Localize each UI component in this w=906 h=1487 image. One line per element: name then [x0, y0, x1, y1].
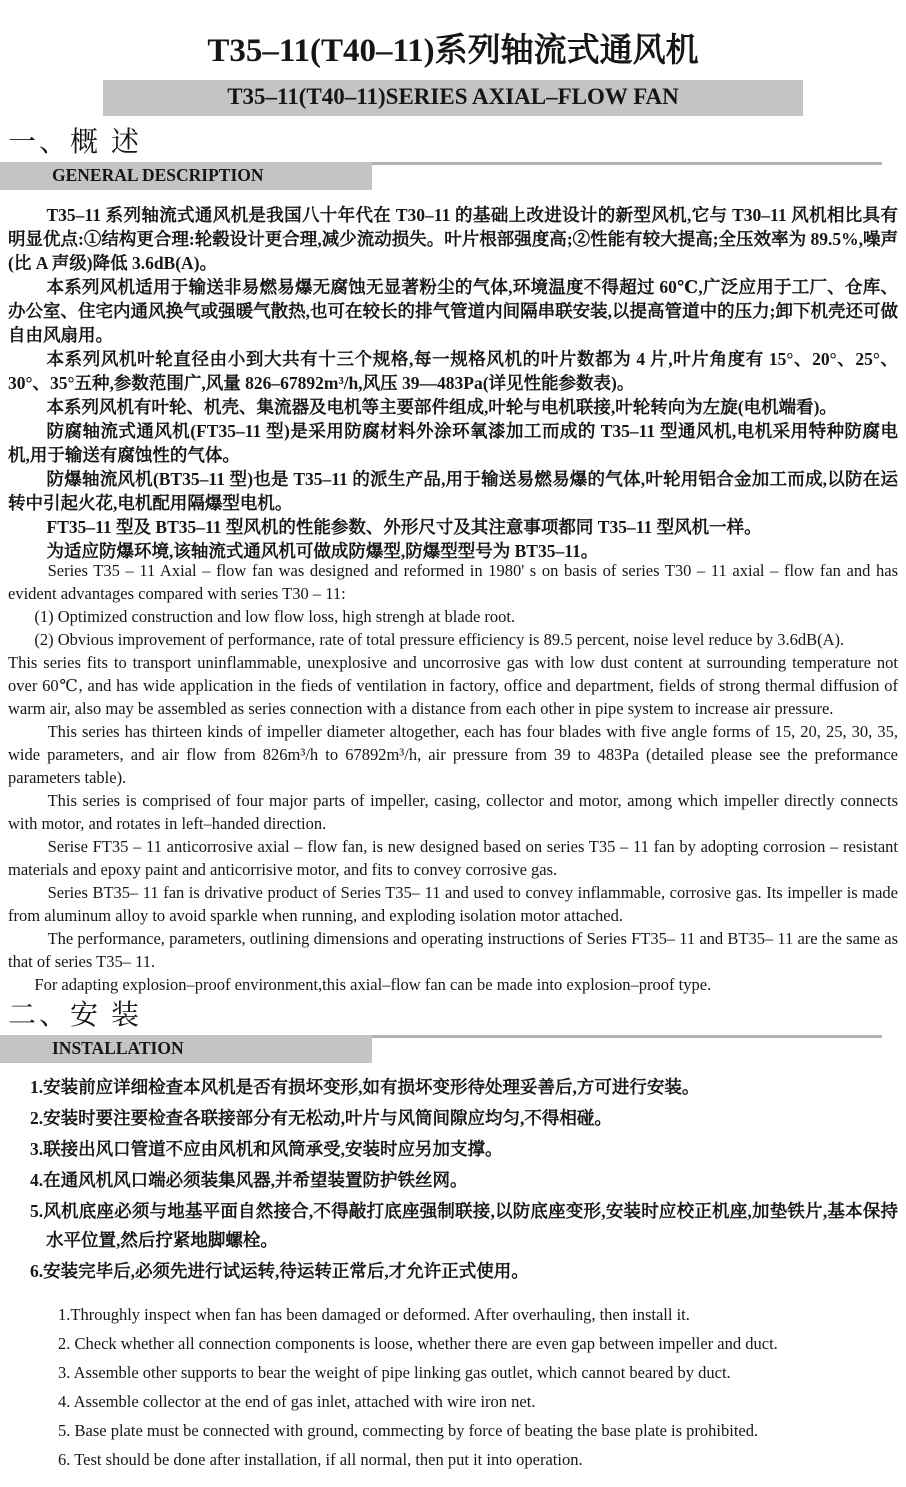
document-page [0, 24, 906, 1487]
subtitle-text: T35–11(T40–11)SERIES AXIAL–FLOW FAN [227, 84, 679, 109]
section2-heading-cn: 二、安 装 [8, 1000, 143, 1031]
paragraph-cn: 本系列风机叶轮直径由小到大共有十三个规格,每一规格风机的叶片数都为 4 片,叶片角度有 15°、20°、25°、30°、35°五种,参数范围广,风量 826–67892m³/h,风压 39—483Pa(详见性能参数表)。 [8, 349, 898, 393]
installation-chinese-list [30, 1073, 898, 1286]
subtitle-bar [103, 80, 803, 116]
paragraph-cn: T35–11 系列轴流式通风机是我国八十年代在 T30–11 的基础上改进设计的新型风机,它与 T30–11 风机相比具有明显优点:①结构更合理:轮毂设计更合理,减少流动损失。叶片根部强度高;②性能有较大提高;全压效率为 89.5%,噪声(比 A 声级)降低 3.6dB(A)。 [8, 205, 898, 273]
paragraph-cn: 为适应防爆环境,该轴流式通风机可做成防爆型,防爆型型号为 BT35–11。 [46, 541, 599, 561]
list-item-cn: 2.安装时要注要检查各联接部分有无松动,叶片与风筒间隙应均匀,不得相碰。 [30, 1108, 612, 1128]
paragraph-en: (2) Obvious improvement of performance, rate of total pressure efficiency is 89.5 percent, noise level reduce by 3.6dB(A). [34, 630, 845, 649]
paragraph-en: Serise FT35 – 11 anticorrosive axial – flow fan, is new designed based on series T35 – 11 fan by adopting corrosion – resistant materials and epoxy paint and anticorrisive motor, and fits to convey corrosive gas. [8, 837, 898, 879]
installation-english-list [58, 1300, 898, 1474]
section1-heading-bar [0, 162, 372, 190]
section1-english-body [8, 559, 898, 994]
section-general-description [0, 127, 906, 994]
paragraph-cn: FT35–11 型及 BT35–11 型风机的性能参数、外形尺寸及其注意事项都同 T35–11 型风机一样。 [46, 517, 762, 537]
section2-heading-en: INSTALLATION [52, 1038, 184, 1058]
paragraph-en: This series has thirteen kinds of impeller diameter altogether, each has four blades with five angle forms of 15, 20, 25, 30, 35, wide parameters, and air flow from 826m³/h to 67892m³/h, air pressure from 39 to 483Pa (detailed please see the preformance parameters table). [8, 722, 898, 787]
list-item-en: 1.Throughly inspect when fan has been damaged or deformed. After overhauling, then install it. [58, 1305, 690, 1324]
list-item-cn: 3.联接出风口管道不应由风机和风筒承受,安装时应另加支撑。 [30, 1139, 503, 1159]
section1-heading-row [0, 162, 906, 190]
section1-heading-en: GENERAL DESCRIPTION [52, 165, 264, 185]
section-installation [0, 1001, 906, 1474]
paragraph-en: Series T35 – 11 Axial – flow fan was designed and reformed in 1980' s on basis of series T30 – 11 axial – flow fan and has evident advantages compared with series T30 – 11: [8, 561, 898, 603]
list-item-cn: 5.风机底座必须与地基平面自然接合,不得敲打底座强制联接,以防底座变形,安装时应校正机座,加垫铁片,基本保持水平位置,然后拧紧地脚螺栓。 [30, 1201, 898, 1250]
paragraph-cn: 防腐轴流式通风机(FT35–11 型)是采用防腐材料外涂环氧漆加工而成的 T35–11 型通风机,电机采用特种防腐电机,用于输送有腐蚀性的气体。 [8, 421, 898, 465]
list-item-en: 5. Base plate must be connected with ground, commecting by force of beating the base plate is prohibited. [58, 1421, 759, 1440]
section1-chinese-body [8, 203, 898, 561]
list-item-en: 3. Assemble other supports to bear the weight of pipe linking gas outlet, which cannot beared by duct. [58, 1363, 731, 1382]
list-item-en: 6. Test should be done after installation, if all normal, then put it into operation. [58, 1450, 583, 1469]
section2-heading-row [0, 1035, 906, 1063]
list-item-en: 2. Check whether all connection components is loose, whether there are even gap between impeller and duct. [58, 1334, 778, 1353]
paragraph-en: For adapting explosion–proof environment,this axial–flow fan can be made into explosion–proof type. [34, 975, 712, 994]
horizontal-rule [372, 162, 882, 165]
paragraph-en: Series BT35– 11 fan is drivative product of Series T35– 11 and used to convey inflammable, corrosive gas. Its impeller is made from aluminum alloy to avoid sparkle when running, and exploding isolation motor attached. [8, 883, 898, 925]
paragraph-cn: 本系列风机有叶轮、机壳、集流器及电机等主要部件组成,叶轮与电机联接,叶轮转向为左旋(电机端看)。 [46, 397, 837, 417]
list-item-cn: 6.安装完毕后,必须先进行试运转,待运转正常后,才允许正式使用。 [30, 1261, 529, 1281]
list-item-cn: 1.安装前应详细检查本风机是否有损坏变形,如有损坏变形待处理妥善后,方可进行安装。 [30, 1077, 700, 1097]
paragraph-en: The performance, parameters, outlining dimensions and operating instructions of Series FT35– 11 and BT35– 11 are the same as that of series T35– 11. [8, 929, 898, 971]
section1-heading-cn: 一、概 述 [8, 127, 143, 158]
section2-heading-bar [0, 1035, 372, 1063]
paragraph-cn: 防爆轴流风机(BT35–11 型)也是 T35–11 的派生产品,用于输送易燃易爆的气体,叶轮用铝合金加工而成,以防在运转中引起火花,电机配用隔爆型电机。 [8, 469, 898, 513]
list-item-cn: 4.在通风机风口端必须装集风器,并希望装置防护铁丝网。 [30, 1170, 468, 1190]
horizontal-rule [372, 1035, 882, 1038]
paragraph-en: (1) Optimized construction and low flow loss, high strengh at blade root. [34, 607, 516, 626]
list-item-en: 4. Assemble collector at the end of gas inlet, attached with wire iron net. [58, 1392, 536, 1411]
paragraph-en: This series is comprised of four major parts of impeller, casing, collector and motor, among which impeller directly connects with motor, and rotates in left–handed direction. [8, 791, 898, 833]
paragraph-en: This series fits to transport uninflammable, unexplosive and uncorrosive gas with low dust content at surrounding temperature not over 60℃, and has wide application in the fieds of ventilation in factory, office and department, fields of strong thermal diffusion of warm air, also may be assembled as series connection with a distance from each other in pipe system to increase air pressure. [8, 653, 898, 718]
paragraph-cn: 本系列风机适用于输送非易燃易爆无腐蚀无显著粉尘的气体,环境温度不得超过 60℃,广泛应用于工厂、仓库、办公室、住宅内通风换气或强暖气散热,也可在较长的排气管道内间隔串联安装,以提高管道中的压力;卸下机壳还可做自由风扇用。 [8, 277, 898, 345]
page-title: T35–11(T40–11)系列轴流式通风机 [207, 33, 699, 69]
